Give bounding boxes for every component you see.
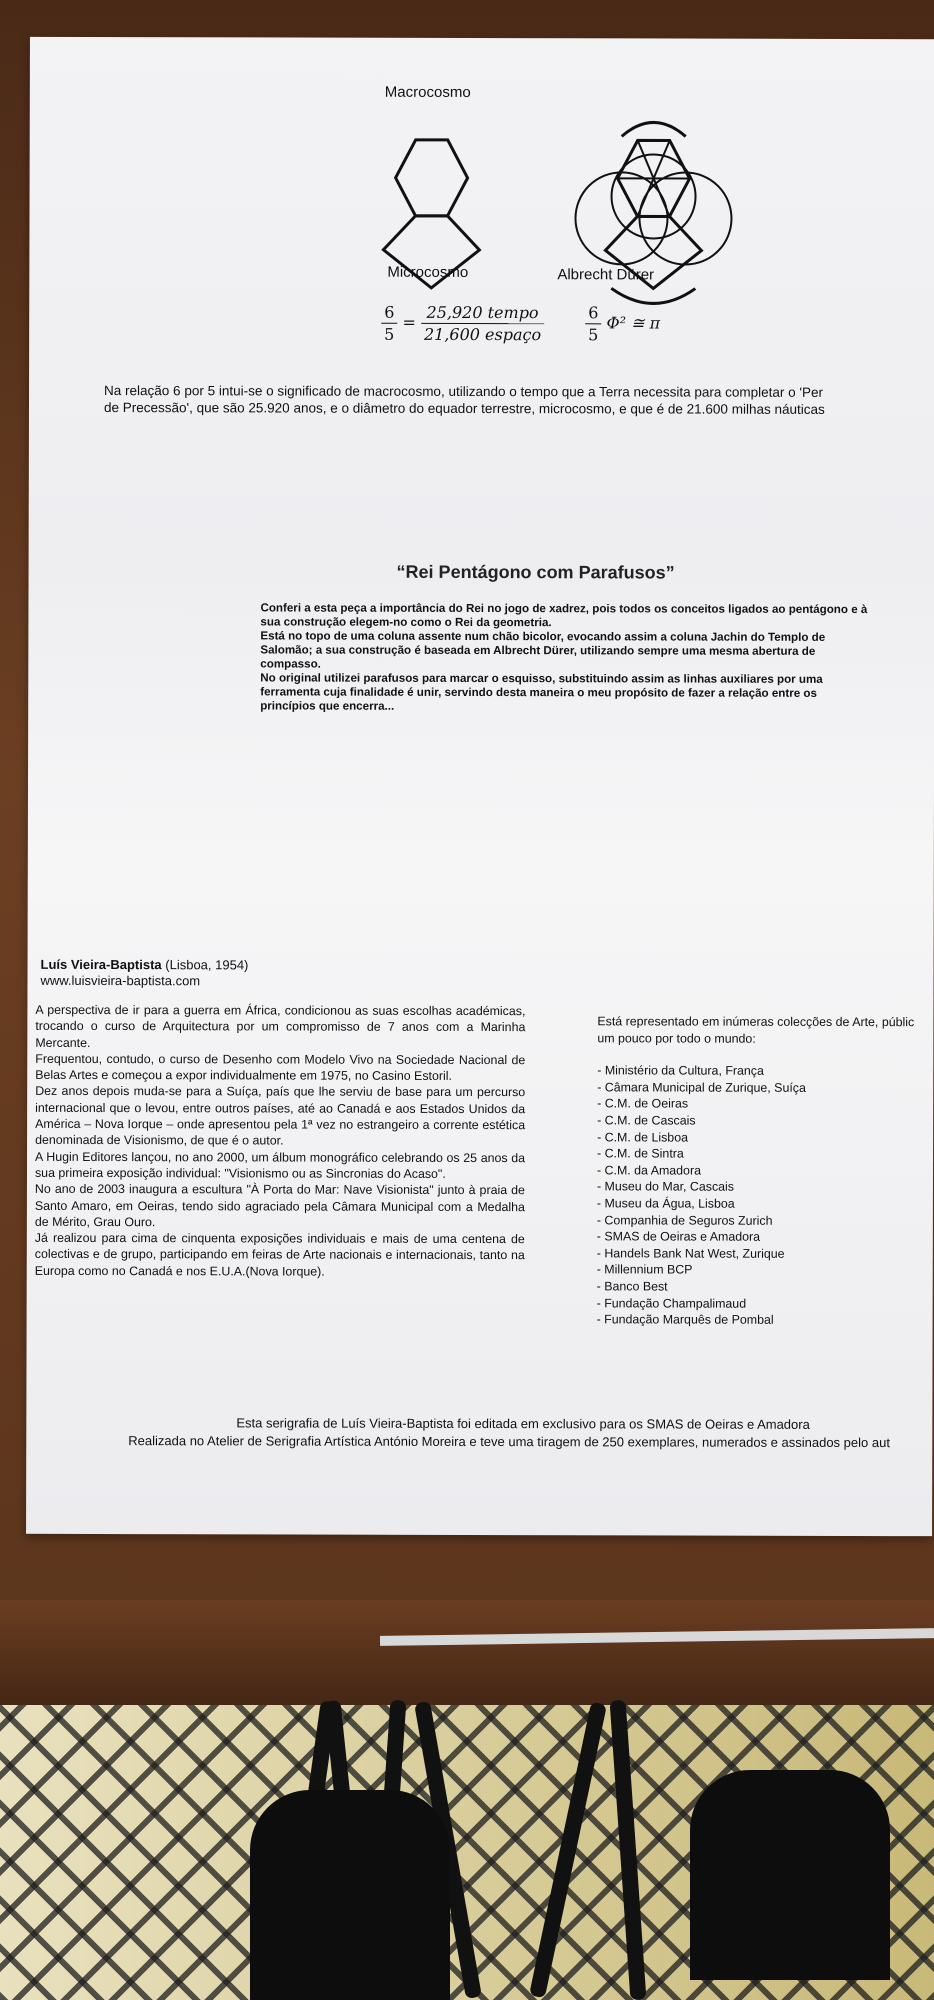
fraction-six-fifths-2 xyxy=(585,303,601,344)
footer-line-1: Esta serigrafia de Luís Vieira-Baptista foi editada em exclusivo para os SMAS de Oeiras e Amadora xyxy=(236,1415,810,1432)
author-name: Luís Vieira-Baptista xyxy=(40,956,162,973)
denominator: 5 xyxy=(384,324,395,344)
fraction-time-space xyxy=(421,303,544,344)
list-item: - C.M. da Amadora xyxy=(596,1163,701,1178)
description-paragraph: No original utilizei parafusos para marcar o esquisso, substituindo assim as linhas auxiliares por uma ferramenta cuja finalidade é unir, servindo desta maneira o meu propósito de fazer a relação entre os princípios que encerra... xyxy=(260,671,823,713)
arc-bottom xyxy=(611,288,695,303)
list-item: - C.M. de Cascais xyxy=(597,1113,696,1128)
arc-top xyxy=(622,122,686,136)
compass-circle xyxy=(611,154,695,238)
bio-paragraph: A perspectiva de ir para a guerra em África, condicionou as suas escolhas académicas, trocando o curso de Arquitectura por um compromisso de 7 anos com a Marinha Mercante. xyxy=(35,1002,526,1050)
list-item: - C.M. de Lisboa xyxy=(597,1129,689,1145)
artwork-title: “Rei Pentágono com Parafusos” xyxy=(396,561,675,583)
list-item: - Millennium BCP xyxy=(596,1262,693,1277)
phi-expression: Φ² ≅ π xyxy=(606,313,661,333)
collections-intro: um pouco por todo o mundo: xyxy=(597,1030,756,1046)
author-block xyxy=(40,957,248,990)
collections-list xyxy=(597,1062,915,1328)
list-item: - Fundação Marquês de Pombal xyxy=(596,1312,774,1327)
printed-sheet xyxy=(26,37,934,1536)
list-item: - Banco Best xyxy=(596,1279,668,1294)
table-edge xyxy=(0,1600,934,1720)
bio-paragraph: Já realizou para cima de cinquenta exposições individuais e mais de uma centena de colectivas e de grupo, participando em feiras de Arte nacionais e internacionais, tanto na Europa como no Canadá e nos E.U.A.(Nova Iorque). xyxy=(34,1230,525,1279)
numerator: 6 xyxy=(585,303,601,324)
collections-intro: Está representado em inúmeras colecções de Arte, públic xyxy=(597,1014,915,1030)
list-item: - Museu do Mar, Cascais xyxy=(596,1179,735,1195)
list-item: - SMAS de Oeiras e Amadora xyxy=(596,1229,761,1244)
bio-paragraph: No ano de 2003 inaugura a escultura "À Porta do Mar: Nave Visionista" junto à praia de Santo Amaro, em Oeiras, tendo sido agraciado pela Câmara Municipal com a Medalha de Mérito, Grau Ouro. xyxy=(34,1182,525,1230)
description-paragraph: Está no topo de uma coluna assente num chão bicolor, evocando assim a coluna Jachin do Templo de Salomão; a sua construção é baseada em Albrecht Dürer, utilizando sempre uma mesma abertura de compasso. xyxy=(260,629,826,671)
bio-paragraph: Frequentou, contudo, o curso de Desenho com Modelo Vivo na Sociedade Nacional de Belas Artes e começou a expor individualmente em 1975, no Casino Estoril. xyxy=(35,1051,526,1084)
collections-block xyxy=(597,1013,915,1329)
bio-paragraph: Dez anos depois muda-se para a Suíça, país que lhe serviu de base para um percurso internacional que o levou, entre outros países, até ao Canadá e aos Estados Unidos da América – Nova Iorque – onde apresentou pela 1ª vez no estrangeiro a corrente estética denominada de Visionismo, de que é o autor. xyxy=(35,1084,526,1148)
hexagon-shape xyxy=(395,140,467,216)
intro-line: de Precessão', que são 25.920 anos, e o diâmetro do equador terrestre, microcosmo, e que é de 21.600 milhas náuticas xyxy=(103,400,825,417)
intro-paragraph xyxy=(104,382,934,418)
list-item: - Fundação Champalimaud xyxy=(596,1295,747,1311)
description-paragraph: Conferi a esta peça a importância do Rei no jogo de xadrez, pois todos os conceitos ligados ao pentágono e à sua construção elegem-no como o Rei da geometria. xyxy=(260,601,868,630)
list-item: - Handels Bank Nat West, Zurique xyxy=(596,1246,785,1261)
numerator: 6 xyxy=(381,303,397,324)
artwork-description xyxy=(260,601,870,715)
equals-sign: = xyxy=(402,312,416,332)
author-origin: (Lisboa, 1954) xyxy=(161,957,249,973)
phi-formula xyxy=(585,303,660,344)
space-value: 21,600 espaço xyxy=(423,324,542,345)
footer-line-2: Realizada no Atelier de Serigrafia Artística António Moreira e teve uma tiragem de 250 exemplares, numerados e assinados pelo aut xyxy=(128,1433,890,1451)
fraction-six-fifths xyxy=(381,303,397,344)
ratio-formula xyxy=(381,303,544,344)
author-website: www.luisvieira-baptista.com xyxy=(40,972,201,989)
time-value: 25,920 tempo xyxy=(421,303,544,324)
list-item: - Câmara Municipal de Zurique, Suíça xyxy=(597,1080,806,1095)
list-item: - C.M. de Sintra xyxy=(597,1146,684,1161)
list-item: - Museu da Água, Lisboa xyxy=(596,1196,735,1211)
dark-shape xyxy=(690,1770,890,1980)
macrocosm-label: Macrocosmo xyxy=(384,83,471,101)
list-item: - C.M. de Oeiras xyxy=(597,1096,689,1111)
denominator: 5 xyxy=(588,325,599,345)
bio-paragraph: A Hugin Editores lançou, no ano 2000, um álbum monográfico celebrando os 25 anos da sua primeira exposição individual: "Visionismo ou as Sincronias do Acaso". xyxy=(34,1149,526,1181)
durer-label: Albrecht Dürer xyxy=(557,266,655,284)
dark-shape xyxy=(250,1790,450,2000)
author-biography xyxy=(35,1002,526,1280)
list-item: - Ministério da Cultura, França xyxy=(597,1063,764,1078)
geometry-diagram xyxy=(359,78,760,324)
list-item: - Companhia de Seguros Zurich xyxy=(596,1212,773,1228)
intro-line: Na relação 6 por 5 intui-se o significado de macrocosmo, utilizando o tempo que a Terra necessita para completar o 'Per xyxy=(104,383,824,400)
microcosm-label: Microcosmo xyxy=(387,263,469,281)
